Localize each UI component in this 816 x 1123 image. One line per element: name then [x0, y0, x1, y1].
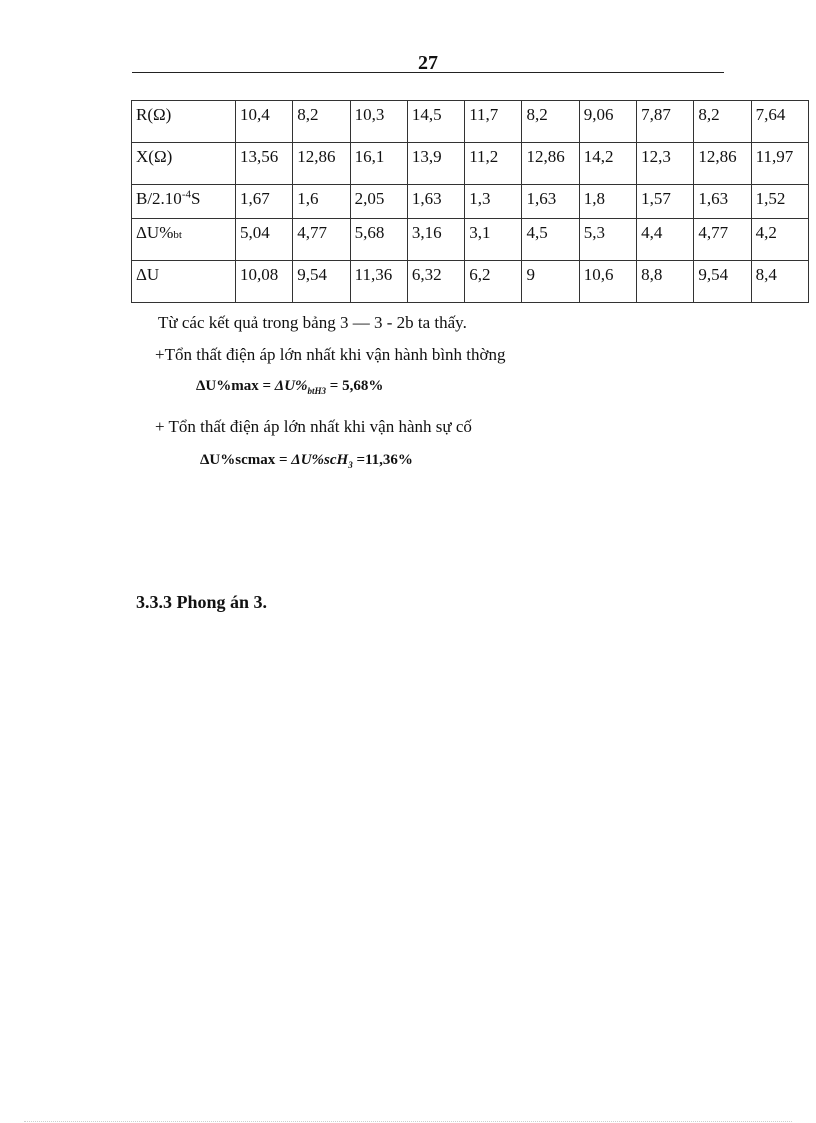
table-cell: 10,08 [236, 261, 293, 303]
label-main: ΔU% [136, 223, 174, 242]
table-cell: 4,2 [751, 219, 808, 261]
label-subscript: bt [173, 229, 182, 241]
table-cell: 9,54 [293, 261, 350, 303]
table-cell: 5,3 [579, 219, 636, 261]
paragraph-conclusion: Từ các kết quả trong bảng 3 — 3 - 2b ta thấy. [158, 313, 467, 332]
table-cell: 4,5 [522, 219, 579, 261]
row-label-voltage-loss: ΔU [132, 261, 236, 303]
table-cell: 14,5 [407, 101, 464, 143]
table-cell: 1,8 [579, 185, 636, 219]
parameters-table [131, 100, 809, 303]
table-cell: 4,4 [637, 219, 694, 261]
table-cell: 11,7 [465, 101, 522, 143]
table-cell: 10,4 [236, 101, 293, 143]
table-cell: 8,2 [293, 101, 350, 143]
table-row [132, 185, 809, 219]
table-cell: 1,63 [407, 185, 464, 219]
table-cell: 8,2 [522, 101, 579, 143]
table-cell: 1,3 [465, 185, 522, 219]
formula-normal-max: $\Delta U\%\max = \Delta U\%_{btH3} = 5,68\%$ [196, 378, 384, 396]
table-row [132, 101, 809, 143]
table-cell: 3,1 [465, 219, 522, 261]
formula-value: = 5,68% [329, 378, 384, 394]
table-cell: 1,63 [694, 185, 751, 219]
table-cell: 7,64 [751, 101, 808, 143]
table-cell: 9,06 [579, 101, 636, 143]
table-cell: 7,87 [637, 101, 694, 143]
formula-lhs: ΔU%max [196, 378, 259, 394]
table-cell: 12,3 [637, 143, 694, 185]
table-cell: 5,68 [350, 219, 407, 261]
table-cell: 10,6 [579, 261, 636, 303]
paragraph-normal-operation: +Tổn thất điện áp lớn nhất khi vận hành bình thờng [155, 345, 506, 364]
section-heading: 3.3.3 Phong án 3. [136, 592, 268, 612]
table-cell: 11,2 [465, 143, 522, 185]
table-cell: 6,2 [465, 261, 522, 303]
table-cell: 11,97 [751, 143, 808, 185]
table-cell: 1,67 [236, 185, 293, 219]
formula-subscript: btH3 [307, 386, 327, 396]
row-label-resistance: R(Ω) [132, 101, 236, 143]
table-cell: 6,32 [407, 261, 464, 303]
label-superscript: -4 [181, 188, 191, 201]
table-cell: 3,16 [407, 219, 464, 261]
table-cell: 8,2 [694, 101, 751, 143]
table-cell: 8,4 [751, 261, 808, 303]
table-cell: 4,77 [694, 219, 751, 261]
table-cell: 13,9 [407, 143, 464, 185]
formula-subscript: 3 [348, 460, 353, 470]
formula-fault-max: ΔU%scmax = ΔU%scH$_3$ =11,36% [200, 452, 413, 470]
table-cell: 1,6 [293, 185, 350, 219]
table-cell: 4,77 [293, 219, 350, 261]
table-cell: 10,3 [350, 101, 407, 143]
table-row [132, 261, 809, 303]
table-cell: 12,86 [293, 143, 350, 185]
page-number: 27 [418, 52, 438, 74]
table-cell: 13,56 [236, 143, 293, 185]
table-row [132, 219, 809, 261]
table-cell: 8,8 [637, 261, 694, 303]
table-cell: 1,57 [637, 185, 694, 219]
row-label-susceptance [132, 185, 236, 219]
label-unit: S [190, 189, 201, 208]
formula-value: =11,36% [356, 452, 413, 468]
table-cell: 16,1 [350, 143, 407, 185]
row-label-reactance: X(Ω) [132, 143, 236, 185]
table-cell: 2,05 [350, 185, 407, 219]
table-cell: 1,63 [522, 185, 579, 219]
table-cell: 11,36 [350, 261, 407, 303]
table-cell: 12,86 [522, 143, 579, 185]
header-rule [132, 72, 724, 73]
paragraph-fault-operation: + Tổn thất điện áp lớn nhất khi vận hành sự cố [155, 417, 472, 436]
formula-rhs: ΔU% [274, 378, 308, 394]
table-row [132, 143, 809, 185]
formula-rhs: ΔU%scH [291, 452, 349, 468]
table-cell: 12,86 [694, 143, 751, 185]
table-cell: 9,54 [694, 261, 751, 303]
table-cell: 14,2 [579, 143, 636, 185]
row-label-voltage-loss-percent [132, 219, 236, 261]
label-main: B/2.10 [136, 189, 182, 208]
bottom-divider [24, 1121, 792, 1122]
formula-lhs: ΔU%scmax [200, 452, 276, 468]
table-cell: 5,04 [236, 219, 293, 261]
table-cell: 1,52 [751, 185, 808, 219]
table-cell: 9 [522, 261, 579, 303]
